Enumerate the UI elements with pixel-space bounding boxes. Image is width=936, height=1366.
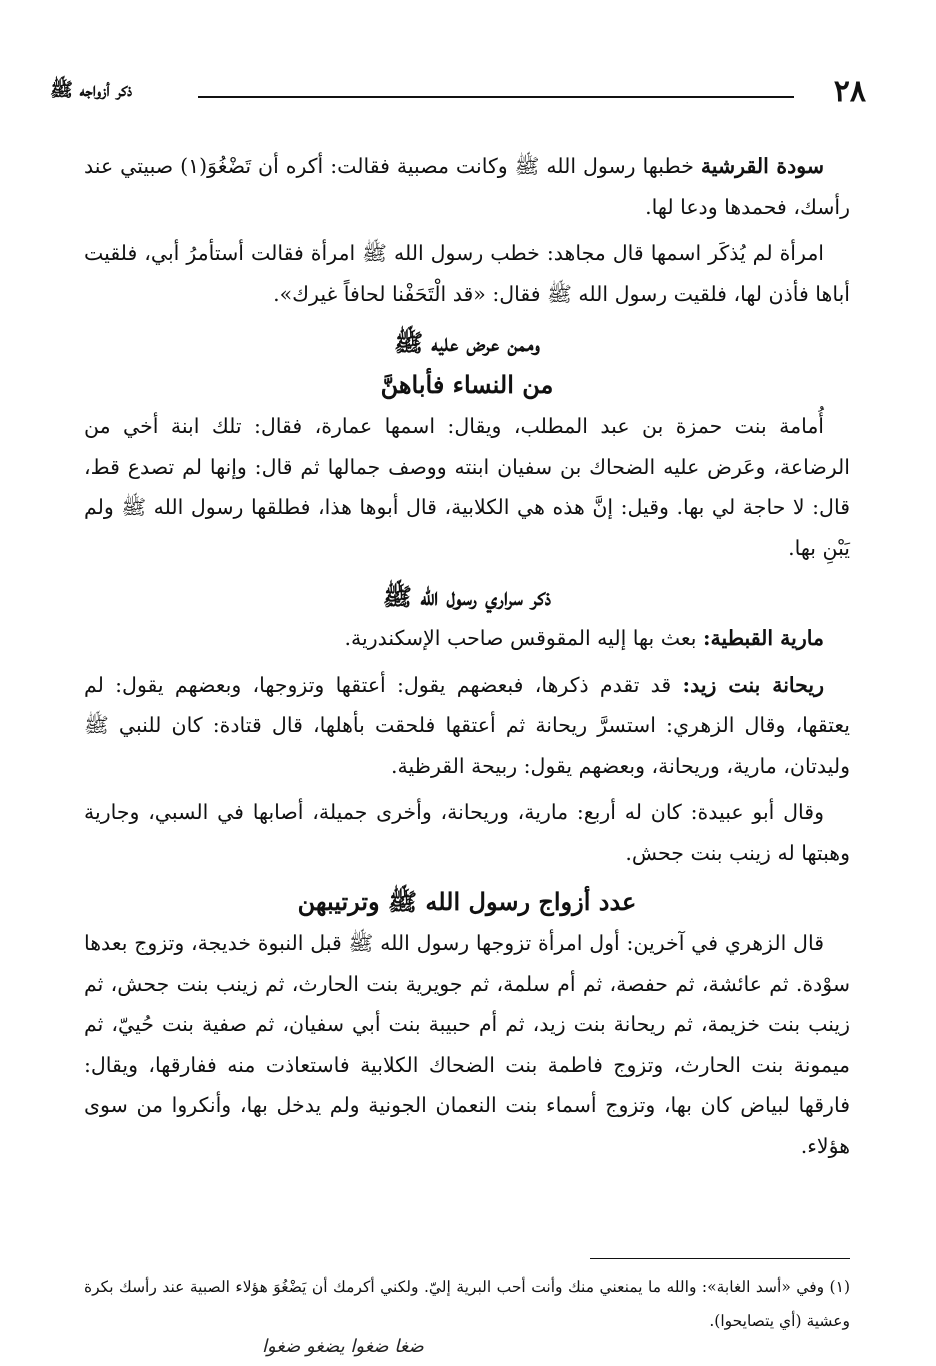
running-title: ذكر أزواجه ﷺ (50, 79, 133, 101)
name-mariya: مارية القبطية: (702, 626, 824, 650)
paragraph-sawda (84, 146, 850, 227)
paragraph-abu-ubayda: وقال أبو عبيدة: كان له أربع: مارية، وريحانة، وأخرى جميلة، أصابها في السبي، وجارية وهبتها له زينب بنت جحش. (84, 800, 850, 865)
paragraph-sawda-text: خطبها رسول الله ﷺ وكانت مصبية فقالت: أكره أن تَضْغُوَ(١) صبيتي عند رأسك، فحمدها ودعا لها. (84, 154, 850, 219)
running-header (50, 74, 866, 108)
heading-concubines: ذكر سراري رسول الله ﷺ (382, 582, 552, 611)
page-number: ٢٨ (833, 74, 866, 109)
paragraph-zuhri: قال الزهري في آخرين: أول امرأة تزوجها رسول الله ﷺ قبل النبوة خديجة، وتزوج بعدها سوْدة. ثم عائشة، ثم حفصة، ثم أم سلمة، ثم جويرية بنت الحارث، ثم زينب بنت جحش، ثم زينب بنت خزيمة، ثم ريحانة بنت زيد، ثم أم حبيبة بنت أبي سفيان، ثم صفية بنت حُييّ، ثم ميمونة بنت الحارث، وتزوج فاطمة بنت الضحاك الكلابية فاستعاذت منه ففارقها، ويقال: فارقها لبياض كان بها، وتزوج أسماء بنت النعمان الجونية ولم يدخل بها، وأنكروا من سوى هؤلاء. (84, 931, 850, 1158)
main-text (84, 146, 850, 1172)
paragraph-unnamed-woman: امرأة لم يُذكَر اسمها قال مجاهد: خطب رسول الله ﷺ امرأة فقالت أستأمرُ أبي، فلقيت أباها فأذن لها، فلقيت رسول الله ﷺ فقال: «قد الْتَحَفْنا لحافاً غيرك». (84, 241, 850, 306)
footnote-text: (١) وفي «أسد الغابة»: والله ما يمنعني منك وأنت أحب البرية إليّ. ولكني أكرمك أن يَضْغُوَ هؤلاء الصبية عند رأسك بكرة وعشية (أي يتصايحوا). (84, 1278, 850, 1330)
paragraph-rayhana-text: قد تقدم ذكرها، فبعضهم يقول: أعتقها وتزوجها، وبعضهم يقول: لم يعتقها، وقال الزهري: استسرَّ ريحانة ثم أعتقها فلحقت بأهلها، قال قتادة: كان للنبي ﷺ وليدتان، مارية، وريحانة، وبعضهم يقول: ربيحة القرظية. (84, 672, 850, 778)
footnote-rule (590, 1258, 850, 1259)
heading-wives-count: عدد أزواج رسول الله ﷺ وترتيبهن (297, 887, 637, 916)
handwritten-note: ضغا ضغوا يضغو ضغوا (262, 1336, 424, 1357)
paragraph-mariya (84, 618, 850, 659)
name-rayhana: ريحانة بنت زيد: (682, 672, 824, 697)
heading-offered-2: من النساء فأباهنَّ (380, 370, 554, 399)
paragraph-mariya-text: بعث بها إليه المقوقس صاحب الإسكندرية. (344, 626, 703, 650)
header-rule (198, 96, 794, 98)
paragraph-umama: أُمامة بنت حمزة بن عبد المطلب، ويقال: اسمها عمارة، فقال: تلك ابنة أخي من الرضاعة، وعَرض عليه الضحاك بن سفيان ابنته ووصف جمالها ثم قال: وإنها لم تصدع قط، قال: لا حاجة لي بها. وقيل: إنَّ هذه هي الكلابية، قال أبوها هذا، فطلقها رسول الله ﷺ ولم يَبْنِ بها. (84, 414, 850, 560)
paragraph-rayhana (84, 665, 850, 787)
name-sawda: سودة القرشية (700, 154, 824, 178)
heading-offered-1: وممن عرض عليه ﷺ (394, 328, 540, 357)
footnote (84, 1270, 850, 1338)
